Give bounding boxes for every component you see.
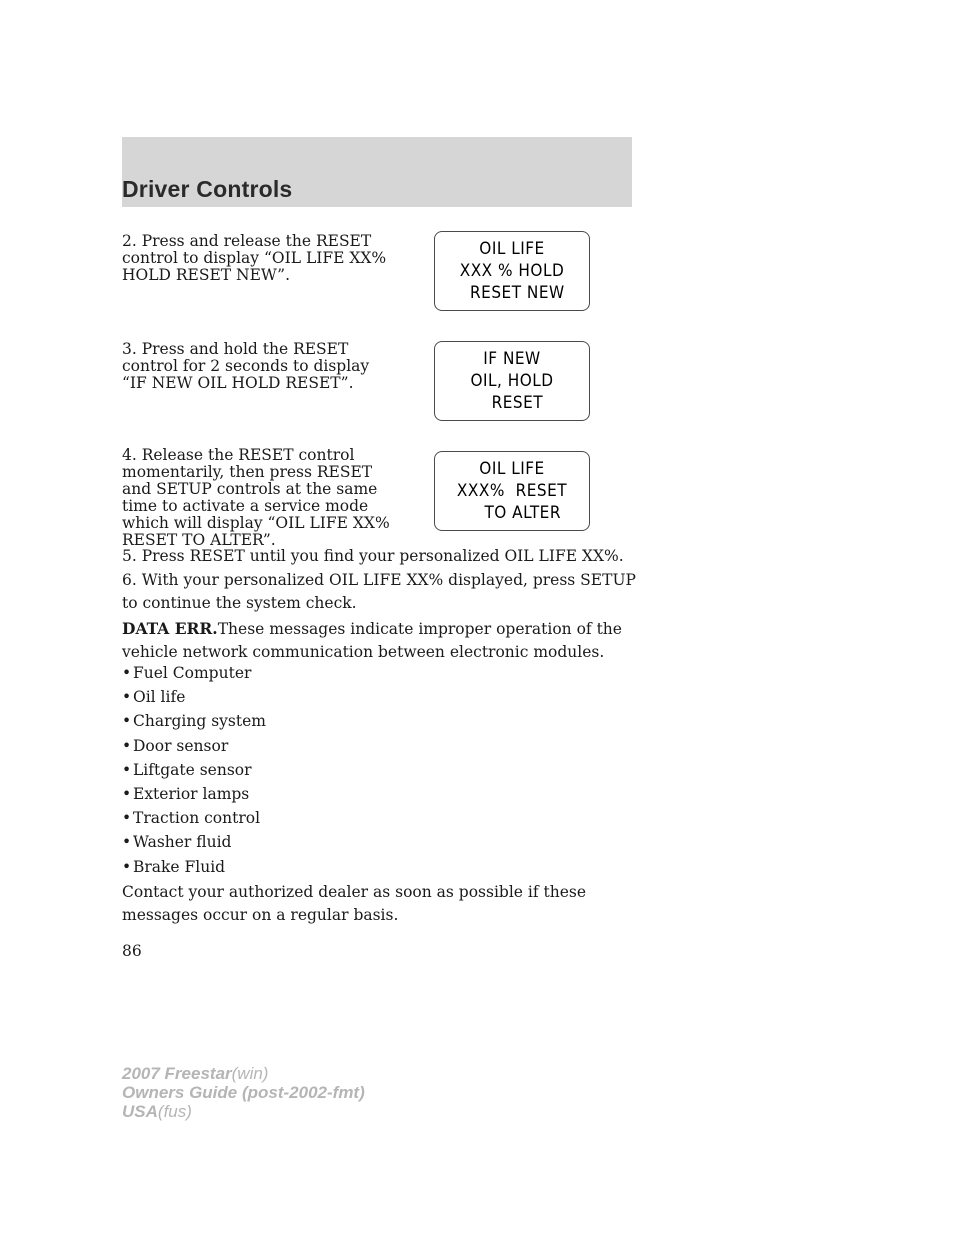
bullet-icon: •: [122, 736, 132, 755]
list-item-text: Liftgate sensor: [133, 760, 252, 779]
list-item: [122, 758, 266, 782]
list-item: [122, 855, 266, 879]
bullet-list: [122, 661, 266, 879]
footer-market: USA: [122, 1102, 158, 1121]
lcd-display-reset-to-alter: [434, 451, 590, 531]
bullet-icon: •: [122, 857, 132, 876]
footer-model: 2007 Freestar: [122, 1064, 232, 1083]
lcd-display-if-new-oil: [434, 341, 590, 421]
footer-market-code: (fus): [157, 1102, 192, 1121]
data-err-text: These messages indicate improper operation of the vehicle network communication between electronic modules.: [122, 620, 622, 661]
list-item-text: Fuel Computer: [133, 664, 252, 682]
list-item-text: Washer fluid: [133, 833, 232, 852]
step-5-text: 5. Press RESET until you find your personalized OIL LIFE XX%.: [122, 547, 624, 565]
list-item-text: Exterior lamps: [133, 784, 250, 803]
bullet-icon: •: [122, 784, 132, 803]
footer-guide: Owners Guide (post-2002-fmt): [122, 1083, 365, 1102]
page-number: 86: [122, 942, 142, 960]
closing-paragraph: Contact your authorized dealer as soon as possible if these messages occur on a regular basis.: [122, 883, 587, 924]
lcd-display-oil-life-hold-reset: [434, 231, 590, 311]
list-item-text: Brake Fluid: [133, 857, 226, 876]
lcd-line: XXX % HOLD: [459, 261, 565, 281]
bullet-icon: •: [122, 664, 132, 682]
footer-code: (win): [231, 1064, 269, 1083]
lcd-line: XXX% RESET: [456, 481, 568, 501]
lcd-line: TO ALTER: [463, 503, 561, 523]
footer-line: [122, 1102, 365, 1121]
lcd-line: OIL LIFE: [479, 239, 545, 259]
list-item-text: Charging system: [133, 712, 266, 731]
lcd-line: RESET NEW: [459, 283, 565, 303]
step-3-text: 3. Press and hold the RESET control for 2 seconds to display “IF NEW OIL HOLD RESET”.: [122, 340, 370, 392]
bullet-icon: •: [122, 809, 132, 828]
data-err-paragraph: [122, 617, 642, 664]
list-item: [122, 806, 266, 830]
list-item: [122, 661, 266, 685]
list-item-text: Traction control: [133, 809, 261, 828]
list-item: [122, 709, 266, 733]
lcd-line: IF NEW: [483, 349, 541, 369]
document-footer: [122, 1064, 365, 1121]
list-item: [122, 782, 266, 806]
footer-line: [122, 1083, 365, 1102]
bullet-icon: •: [122, 712, 132, 731]
lcd-line: OIL LIFE: [479, 459, 545, 479]
step-2-text: 2. Press and release the RESET control to display “OIL LIFE XX% HOLD RESET NEW”.: [122, 232, 387, 284]
data-err-label: DATA ERR.: [122, 619, 218, 638]
step-4-text: 4. Release the RESET control momentarily, then press RESET and SETUP controls at the same time to activate a service mode which will display “OIL LIFE XX% RESET TO ALTER”.: [122, 446, 390, 549]
step-6-text: 6. With your personalized OIL LIFE XX% displayed, press SETUP to continue the system check.: [122, 571, 636, 612]
list-item: [122, 685, 266, 709]
list-item: [122, 734, 266, 758]
lcd-line: RESET: [480, 393, 544, 413]
bullet-icon: •: [122, 760, 132, 779]
list-item-text: Door sensor: [133, 736, 229, 755]
section-title: Driver Controls: [122, 176, 293, 202]
bullet-icon: •: [122, 833, 132, 852]
lcd-line: OIL, HOLD: [470, 371, 554, 391]
list-item: [122, 830, 266, 854]
list-item-text: Oil life: [133, 688, 186, 707]
bullet-icon: •: [122, 688, 132, 707]
footer-line: [122, 1064, 365, 1083]
